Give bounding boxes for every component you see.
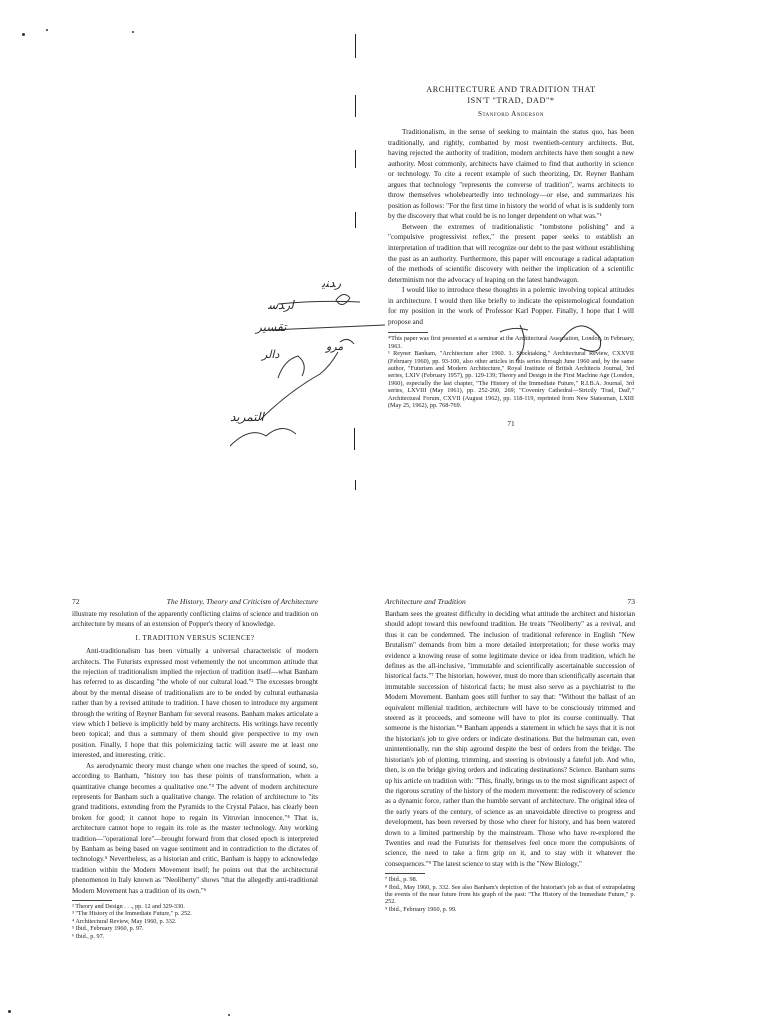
page-73	[385, 597, 635, 913]
paragraph: Traditionalism, in the sense of seeking to maintain the status quo, has been traditionally, and rightly, combatted by most twentieth-century architects. But, having rejected the authority of tradition, modern architects have then sought a new authority. Most commonly, architects have claimed to find that authority in science or technology. To cite a recent example of such theorizing, Dr. Reyner Banham argues that technology "represents the converse of tradition", warns architects to throw themselves wholeheartedly into technology—or else, and summarizes his position as follows: "For the first time in history the world of what is is suddenly torn by the discovery that what could be is no longer dependent on what was."¹	[388, 128, 634, 221]
paragraph: As aerodynamic theory must change when one reaches the speed of sound, so, according to Banham, "history too has these points of transformation, when a quantitative change becomes a qualitative one."³ The advent of modern architecture represents for Banham such a qualitative change. The relation of architecture to "its grand traditions, extending from the Pyramids to the Crystal Palace, has clearly been broken for good; it cannot hope to regain its Vitruvian innocence."⁴ That is, architecture cannot hope to regain its role as the master technology. Any working tradition—"operational lore"—brought forward from that closed epoch is interpreted by Banham as being based on vague sentiment and in contradiction to the dictates of technology.⁵ Nevertheless, as a historian and critic, Banham is happy to acknowledge tradition within the Modern Movement itself; he points out that the architectural phenomenon in Italy known as "Neoliberty" shows "that the allegedly anti-traditional Modern Movement has a tradition of its own."⁶	[72, 761, 318, 895]
scan-speck	[228, 1014, 230, 1016]
scan-speck	[22, 33, 25, 36]
scan-speck	[8, 1010, 11, 1013]
footnote: ⁷ Ibid., p. 98.	[385, 876, 418, 884]
article-author: Stanford Anderson	[478, 110, 544, 118]
footnote: ⁶ Ibid., p. 97.	[72, 932, 105, 940]
footnote-rule	[385, 873, 425, 874]
paragraph: Anti-traditionalism has been virtually a universal characteristic of modern architects. The Futurists expressed most vehemently the not uncommon attitude that the rejection of traditionalism implied the rejection of tradition itself—what Banham has referred to as discarding "the whole of our cultural load."² The excesses brought about by the mental disease of traditionalism are to be ended by cultural euthanasia rather than by a revised attitude to tradition. I have chosen to introduce my argument through the writing of Reyner Banham for several reasons. Banham makes articulate a view which I believe is implicitly held by many architects. His writings have recently been topical; and thus a summary of them should give perspective to my own position. Finally, I hope that this polemicizing tactic will assure me at least one interested, and interesting, critic.	[72, 647, 318, 760]
binding-line	[355, 212, 356, 228]
binding-line	[355, 480, 356, 490]
article-title-line-2: ISN'T "TRAD, DAD"*	[467, 96, 555, 105]
footnotes	[72, 903, 318, 940]
body-column	[72, 609, 318, 896]
paragraph: Between the extremes of traditionalistic "tombstone polishing" and a "compulsive progressivist reflex," the present paper seeks to establish an interpretation of tradition that will recognize our debt to the past without establishing the past as an authority. Furthermore, this paper will encourage a radical adaptation of the methods of scientific discovery with neither the implication of a scientific determinism nor the advocacy of leaping on the latest bandwagon.	[388, 222, 634, 284]
footnotes	[385, 876, 635, 913]
paragraph: I would like to introduce these thoughts in a polemic involving topical attitudes in architecture. I would then like briefly to indicate the epistemological foundation for my position in the work of Professor Karl Popper. Finally, I hope that I will propose and	[388, 286, 634, 326]
page-number: 72	[72, 597, 80, 606]
footnote: ⁴ Architectural Review, May 1960, p. 332.	[72, 917, 177, 925]
binding-line	[355, 34, 356, 58]
body-column	[388, 127, 634, 327]
footnote: ¹ Reyner Banham, "Architecture after 1960. 1. Stocktaking," Architectural Review, CXXVII (February 1960), pp. 93-100, also other articles in this series through June 1960 and, by the same author, "Futurism and Modern Architecture," Royal Institute of British Architects Journal, 3rd series, LXIV (February 1957), pp. 129-139; Theory and Design in the First Machine Age (London, 1960), especially the last chapter, "The History of the Immediate Future," R.I.B.A. Journal, 3rd series, LXVIII (May 1961), pp. 252-260, 269; "Coventry Cathedral—Strictly 'Trad, Dad'," Architectural Forum, CXVII (August 1962), pp. 118-119, reprinted from New Statesman, LXIII (May 25, 1962), pp. 768-769.	[388, 350, 634, 410]
footnote: ² Theory and Design . . ., pp. 12 and 329-330.	[72, 902, 185, 910]
footnote: ⁵ Ibid., February 1960, p. 97.	[72, 925, 144, 933]
binding-line	[355, 95, 356, 117]
binding-line	[355, 150, 356, 168]
paragraph: illustrate my resolution of the apparently conflicting claims of science and tradition on architecture by means of an extension of Popper's theory of knowledge.	[72, 610, 318, 629]
running-head: Architecture and Tradition	[385, 597, 466, 606]
footnote: ⁹ Ibid., February 1960, p. 99.	[385, 905, 457, 913]
page-72	[72, 597, 318, 940]
footnote-rule	[72, 900, 112, 901]
article-title	[388, 84, 634, 106]
footnote: *This paper was first presented at a seminar at the Architectural Association, London, in February, 1963.	[388, 335, 634, 350]
footnote-rule	[388, 332, 428, 333]
page-number: 71	[507, 419, 515, 429]
scan-speck	[132, 31, 134, 33]
running-head: The History, Theory and Criticism of Architecture	[166, 597, 318, 606]
footnote: ⁸ Ibid., May 1960, p. 332. See also Banham's depiction of the historian's job as that of extrapolating the events of the near future from his graph of the past: "The History of the Immediate Future," p. 252.	[385, 883, 635, 906]
footnotes	[388, 335, 634, 409]
page-header	[72, 597, 318, 606]
article-title-line-1: ARCHITECTURE AND TRADITION THAT	[426, 85, 596, 94]
body-column	[385, 609, 635, 869]
page-71	[388, 84, 634, 428]
footnote: ³ "The History of the Immediate Future," p. 252.	[72, 910, 192, 918]
section-heading: I. TRADITION VERSUS SCIENCE?	[135, 633, 255, 642]
paragraph: Banham sees the greatest difficulty in deciding what attitude the architect and historian should adopt toward this newfound tradition. He treats "Neoliberty" as a revival, and thus it can be condemned. The inclusion of traditional reference in English "New Brutalism" demands from him a more detailed interpretation; for these works may evidence a knowing reuse of some legitimate device or idea from tradition, which he defines as the all-inclusive, "immutable and scientifically ascertainable succession of historical facts."⁷ The historian, however, must do more than scientifically ascertain that immutable succession of historical facts; he must also serve as a psychiatrist to the Modern Movement. Banham goes still further to say that: "Without the ballast of an equivalent millenial tradition, architecture will have to be consciously trimmed and steered as it proceeds, and someone will have to plot its course continually. That someone is the historian."⁸ Banham appends a statement in which he says that it is not the historian's job to give orders or indicate destinations. But the helmsman can, even unintentionally, run the ship aground despite the best of orders from the bridge. The historian's job of plotting, trimming, and steering is obviously a fateful job. And who, then, is on the bridge giving orders and indicating destinations? Science. Banham sums up his article on tradition with: "This, finally, brings us to the most significant aspect of the rigorous scrutiny of the history of the modern movement: the rediscovery of science as a dynamic force, rather than the humble servant of architecture. The original idea of the early years of the century, of science as an unavoidable directive to progress and development, has been reversed by those who cheer for history, and has been watered down to a limited partnership by the mainstream. Those who have re-explored the Twenties and read the Futurists for themselves feel once more the compulsions of science, the need to take a firm grip on it, and to stay with it whatever the consequences."⁹ The latest science to stay with is the "New Biology,"	[385, 610, 636, 868]
page-header	[385, 597, 635, 606]
scan-speck	[46, 29, 48, 31]
page-number: 73	[627, 597, 635, 606]
